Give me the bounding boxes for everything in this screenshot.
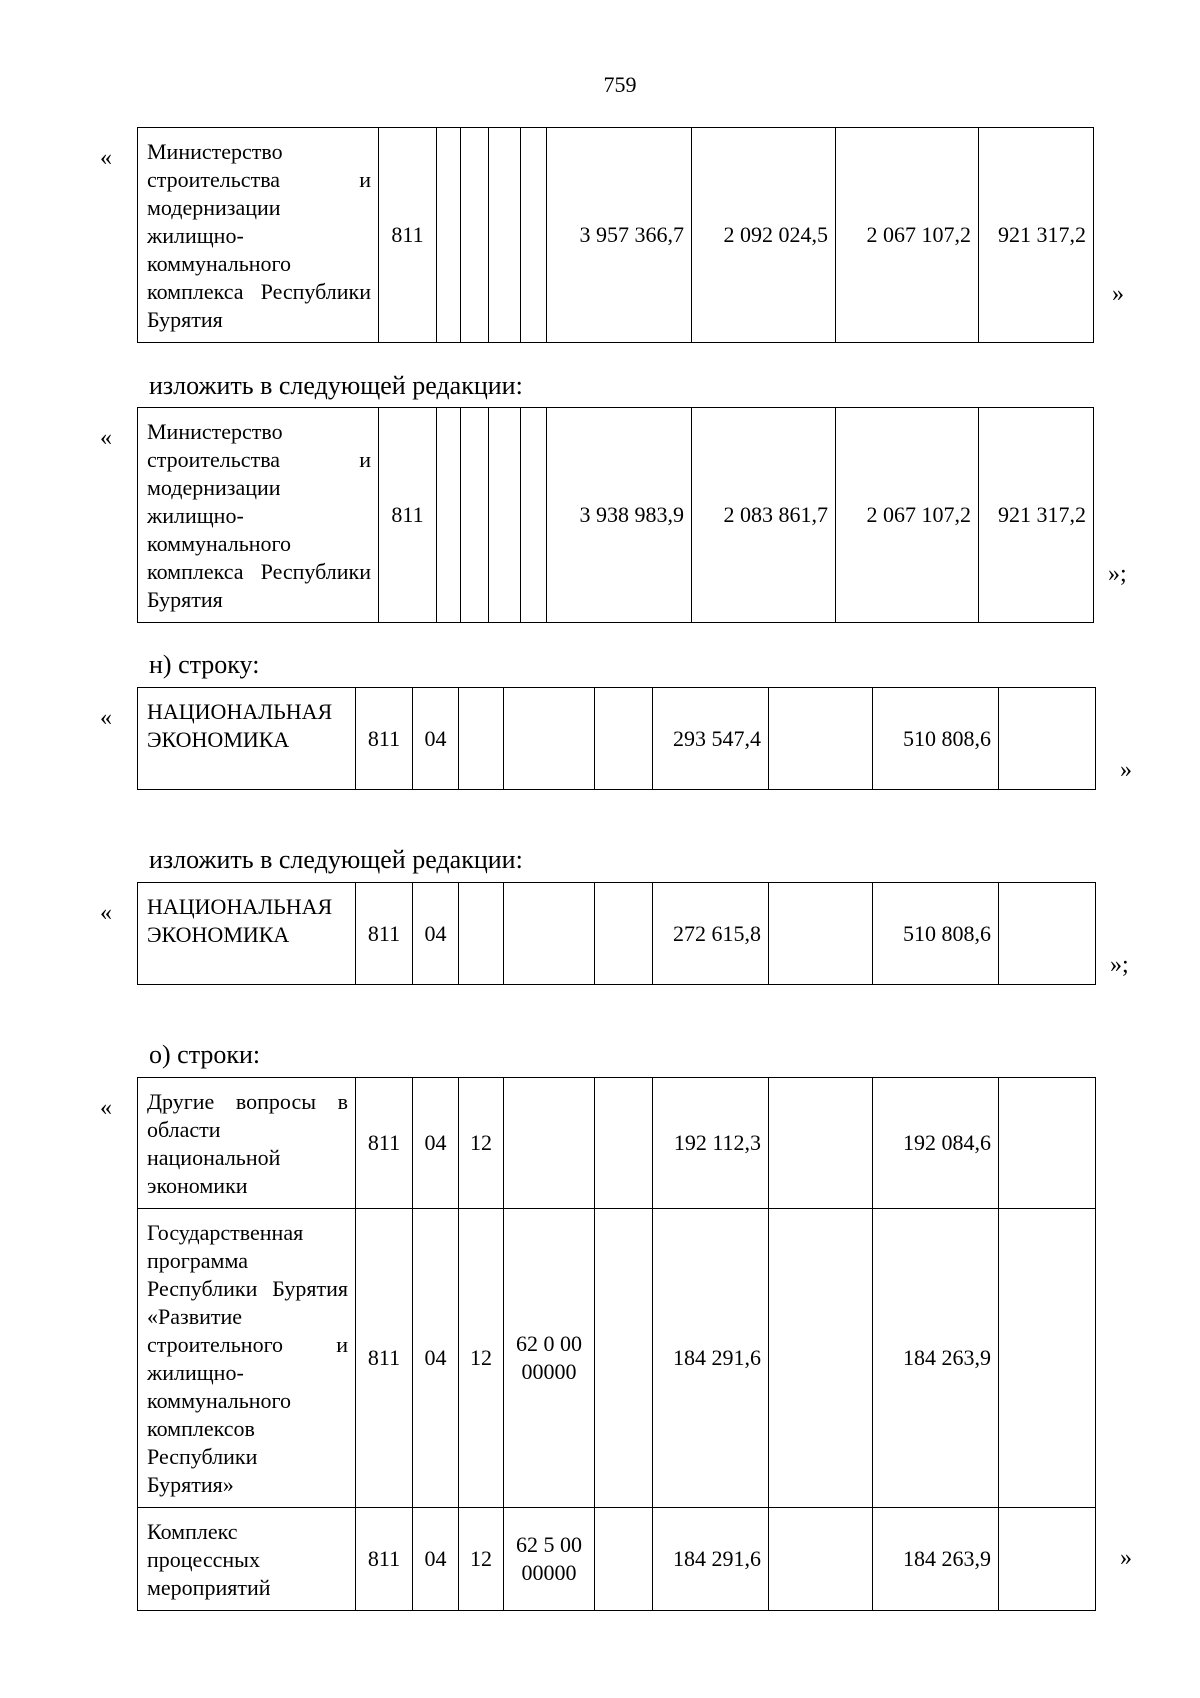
cell-value-3: 510 808,6 [873,883,999,985]
cell-rz: 04 [413,1508,459,1611]
cell-value-1: 272 615,8 [653,883,769,985]
table-row [138,1209,1096,1508]
cell-pr: 12 [459,1508,504,1611]
quote-close: » [1112,281,1124,307]
cell-gr: 811 [356,883,413,985]
cell-csr: 62 5 00 00000 [504,1508,595,1611]
cell-gr: 811 [356,1209,413,1508]
cell-pr [459,688,504,790]
cell-vr [595,688,653,790]
cell-rz: 04 [413,1078,459,1209]
cell-vr [521,128,547,343]
cell-value-1: 192 112,3 [653,1078,769,1209]
cell-rz: 04 [413,1209,459,1508]
cell-pr: 12 [459,1209,504,1508]
item-n-heading: н) строку: [149,650,260,679]
table-row [138,883,1096,985]
cell-value-2: 2 092 024,5 [692,128,836,343]
instruction-replace: изложить в следующей редакции: [149,845,523,874]
table-row [138,128,1094,343]
row-name: Комплекс процессных мероприятий [138,1508,356,1611]
cell-rz: 04 [413,883,459,985]
cell-rz [437,128,461,343]
instruction-replace: изложить в следующей редакции: [149,371,523,400]
row-name: Государственная программа Республики Бурятия «Развитие строительного и жилищно-коммунального комплексов Республики Бурятия» [138,1209,356,1508]
cell-value-2 [769,1209,873,1508]
cell-value-4 [999,1078,1096,1209]
cell-vr [521,408,547,623]
table-row [138,688,1096,790]
cell-value-3: 184 263,9 [873,1209,999,1508]
cell-value-1: 184 291,6 [653,1209,769,1508]
cell-value-2: 2 083 861,7 [692,408,836,623]
cell-value-1: 3 957 366,7 [547,128,692,343]
cell-pr [459,883,504,985]
cell-vr [595,1209,653,1508]
cell-gr: 811 [356,1078,413,1209]
cell-value-2 [769,1508,873,1611]
cell-csr [504,883,595,985]
row-name: Другие вопросы в области национальной экономики [138,1078,356,1209]
quote-close: » [1120,757,1132,783]
cell-rz [437,408,461,623]
quote-open: « [100,900,112,926]
quote-open: « [100,1095,112,1121]
quote-open: « [100,705,112,731]
cell-csr [489,408,521,623]
cell-vr [595,1078,653,1209]
cell-gr: 811 [379,408,437,623]
table-row [138,1508,1096,1611]
cell-csr [489,128,521,343]
table-ministry-old [137,127,1094,343]
row-name: НАЦИОНАЛЬНАЯ ЭКОНОМИКА [138,688,356,790]
table-ministry-new [137,407,1094,623]
cell-value-3: 192 084,6 [873,1078,999,1209]
cell-value-3: 2 067 107,2 [836,408,979,623]
cell-value-2 [769,1078,873,1209]
table-economy-old [137,687,1096,790]
cell-csr [504,1078,595,1209]
cell-value-4 [999,1209,1096,1508]
cell-pr: 12 [459,1078,504,1209]
cell-value-1: 184 291,6 [653,1508,769,1611]
cell-value-4 [999,688,1096,790]
quote-open: « [100,145,112,171]
cell-value-3: 2 067 107,2 [836,128,979,343]
item-o-heading: о) строки: [149,1040,261,1069]
table-other-questions [137,1077,1096,1611]
cell-csr: 62 0 00 00000 [504,1209,595,1508]
cell-pr [461,128,489,343]
table-row [138,1078,1096,1209]
cell-value-4: 921 317,2 [979,128,1094,343]
cell-value-4 [999,1508,1096,1611]
row-name: Министерство строительства и модернизации жилищно-коммунального комплекса Республики Бурятия [138,408,379,623]
cell-vr [595,883,653,985]
quote-close-semicolon: »; [1108,561,1127,587]
quote-close-semicolon: »; [1110,952,1129,978]
cell-value-4: 921 317,2 [979,408,1094,623]
cell-gr: 811 [356,1508,413,1611]
cell-gr: 811 [379,128,437,343]
row-name: Министерство строительства и модернизации жилищно-коммунального комплекса Республики Бурятия [138,128,379,343]
cell-vr [595,1508,653,1611]
cell-gr: 811 [356,688,413,790]
cell-pr [461,408,489,623]
table-economy-new [137,882,1096,985]
cell-value-3: 510 808,6 [873,688,999,790]
page-number: 759 [603,72,637,97]
cell-value-1: 293 547,4 [653,688,769,790]
cell-value-2 [769,883,873,985]
quote-close: » [1120,1545,1132,1571]
cell-rz: 04 [413,688,459,790]
cell-value-2 [769,688,873,790]
cell-csr [504,688,595,790]
cell-value-4 [999,883,1096,985]
row-name: НАЦИОНАЛЬНАЯ ЭКОНОМИКА [138,883,356,985]
table-row [138,408,1094,623]
cell-value-1: 3 938 983,9 [547,408,692,623]
quote-open: « [100,425,112,451]
cell-value-3: 184 263,9 [873,1508,999,1611]
